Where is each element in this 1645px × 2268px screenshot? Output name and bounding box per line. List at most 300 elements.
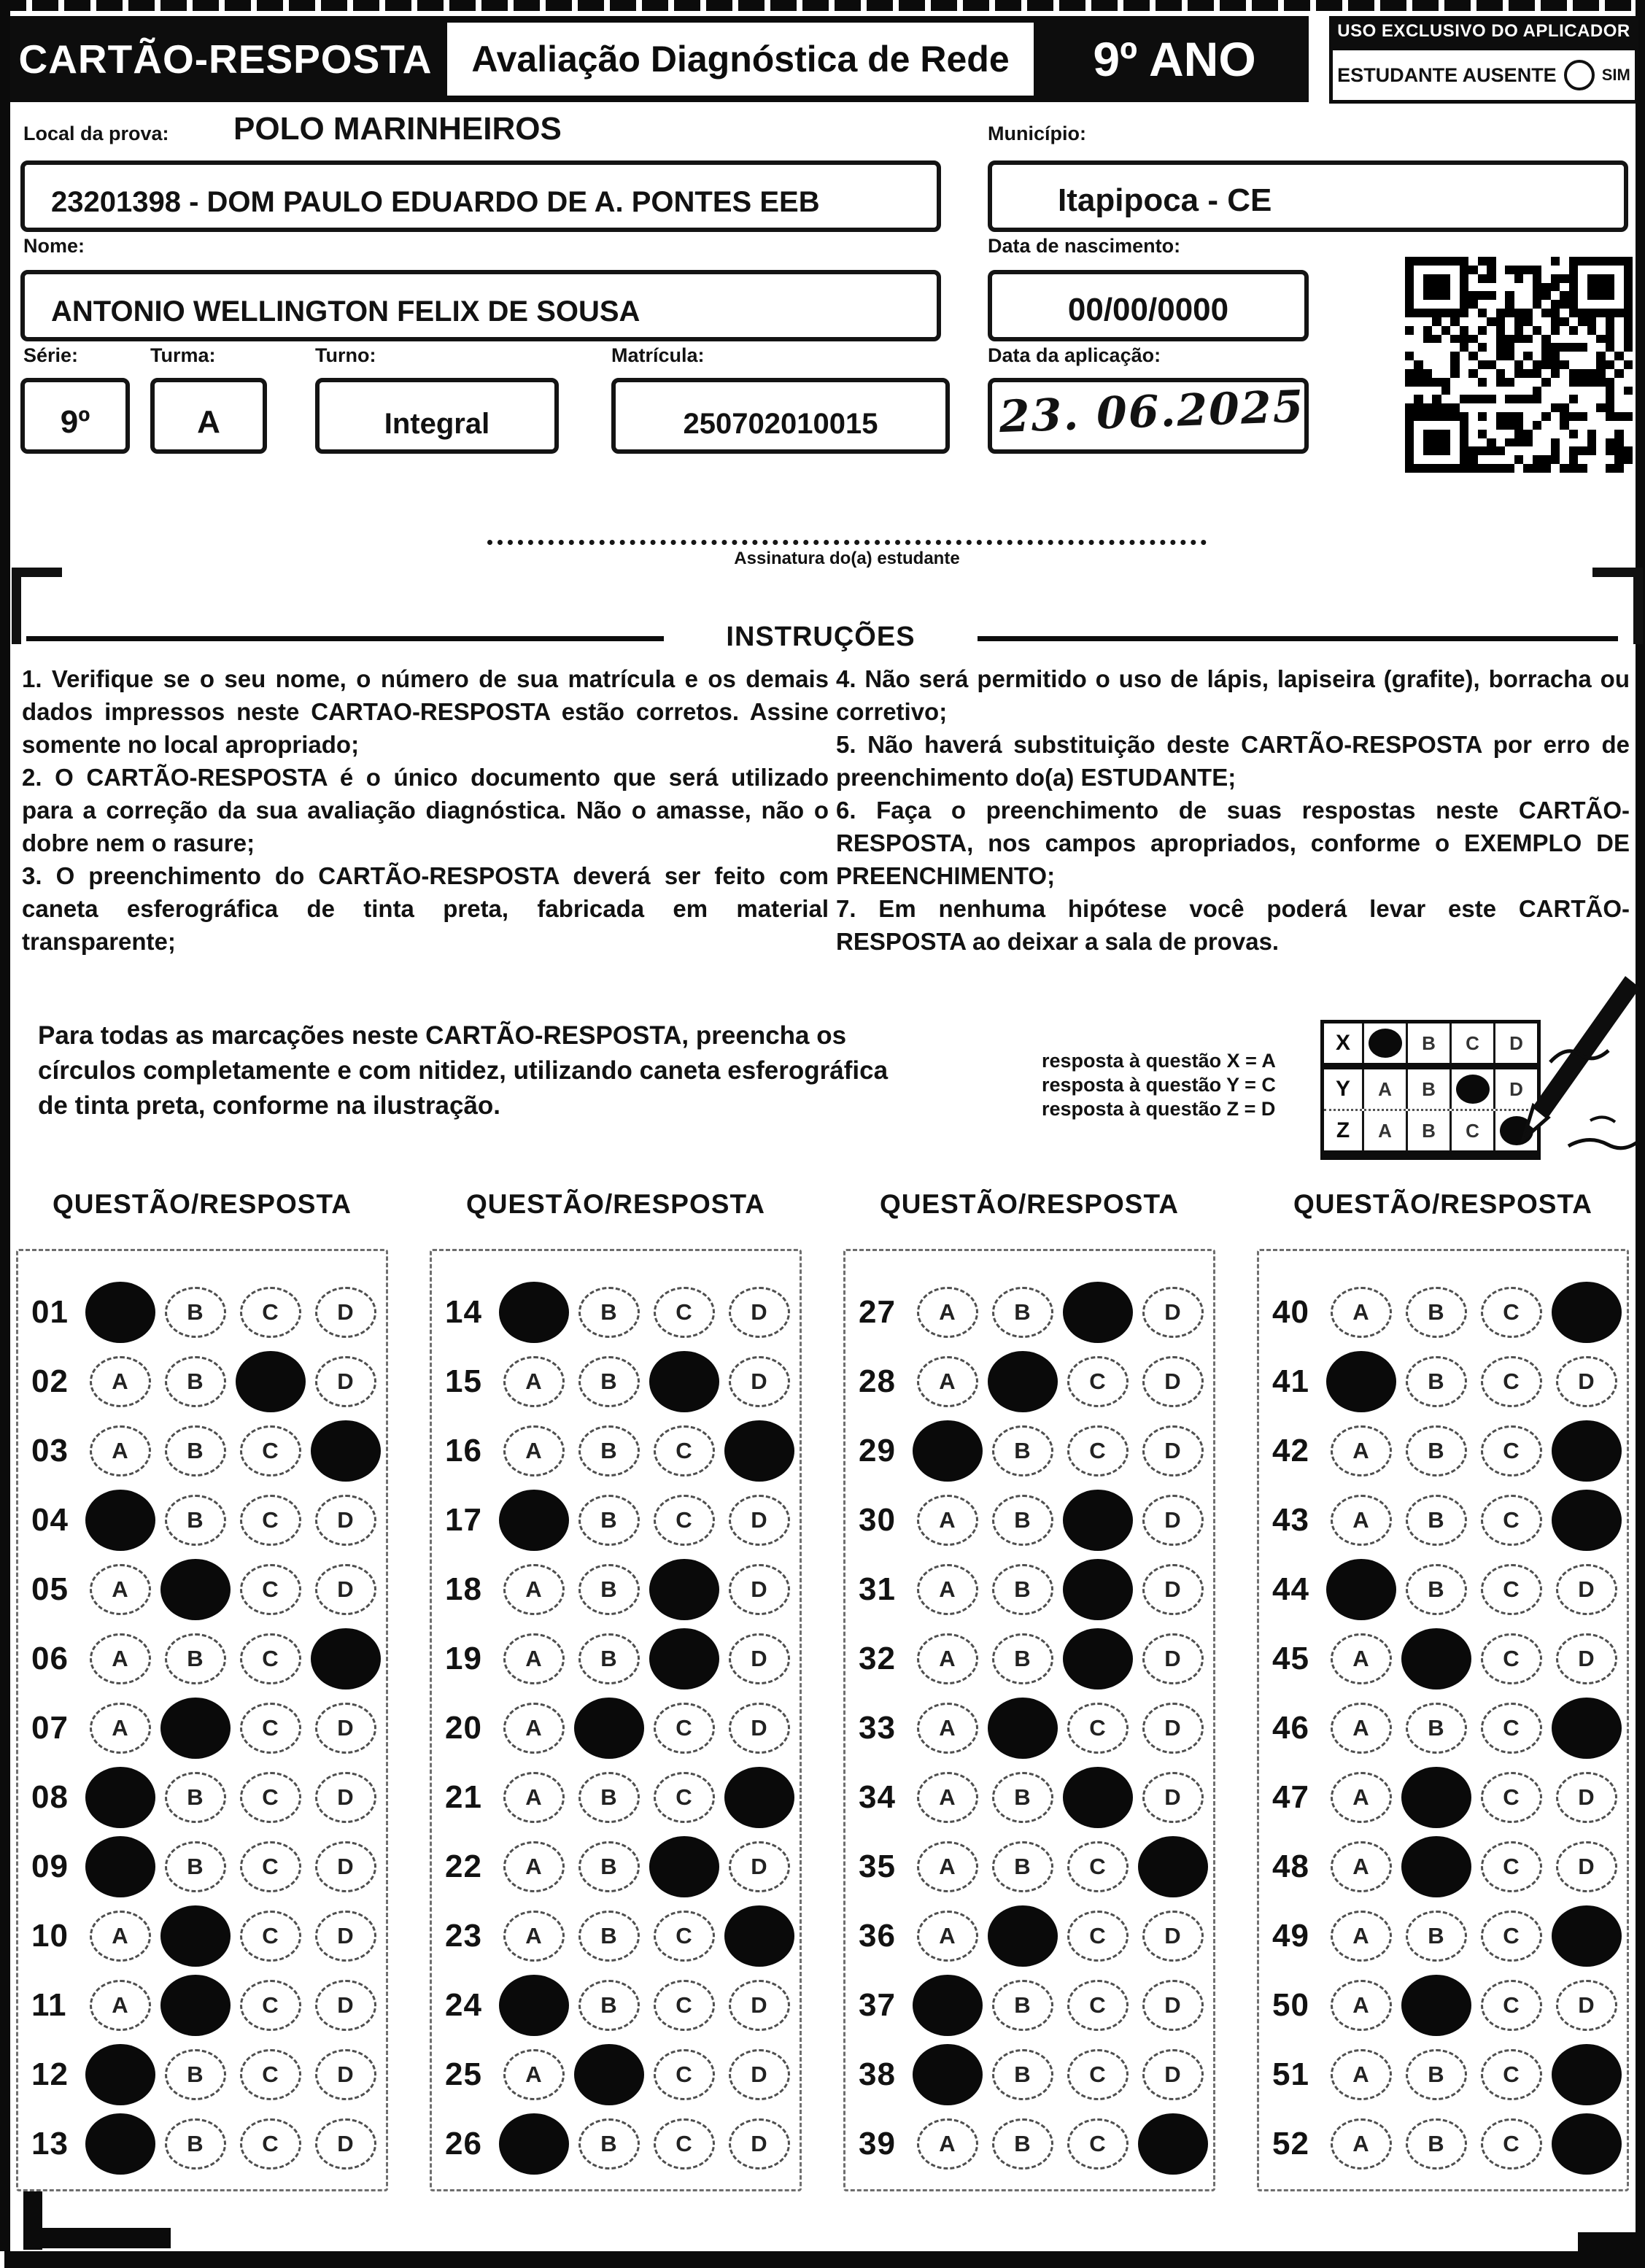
answer-bubble-25-B[interactable] <box>574 2044 644 2105</box>
answer-bubble-25-A[interactable]: A <box>503 2049 565 2100</box>
answer-bubble-43-D[interactable] <box>1552 1490 1622 1551</box>
answer-bubble-41-D[interactable]: D <box>1556 1356 1617 1407</box>
answer-bubble-49-D[interactable] <box>1552 1905 1622 1967</box>
qr-module <box>1523 395 1532 403</box>
answer-bubble-25-C[interactable]: C <box>654 2049 715 2100</box>
qr-module <box>1569 421 1578 430</box>
municipio-value: Itapipoca - CE <box>1058 182 1272 218</box>
answer-bubble-18-C[interactable] <box>649 1559 719 1620</box>
answer-bubble-20-A[interactable]: A <box>503 1703 565 1754</box>
answer-bubble-01-D[interactable]: D <box>315 1287 376 1338</box>
qr-module <box>1505 369 1514 378</box>
answer-bubble-07-C[interactable]: C <box>240 1703 301 1754</box>
qr-module <box>1468 257 1477 266</box>
answer-bubble-13-A[interactable] <box>85 2113 155 2175</box>
answer-bubble-27-C[interactable] <box>1063 1282 1133 1343</box>
answer-bubble-34-C[interactable] <box>1063 1767 1133 1828</box>
answer-bubble-45-C[interactable]: C <box>1481 1633 1542 1684</box>
answer-bubble-06-D[interactable] <box>311 1628 381 1690</box>
answer-bubble-28-C[interactable]: C <box>1067 1356 1129 1407</box>
answer-bubble-12-A[interactable] <box>85 2044 155 2105</box>
answer-bubble-50-D[interactable]: D <box>1556 1980 1617 2031</box>
answer-bubble-34-D[interactable]: D <box>1142 1772 1204 1823</box>
answer-bubble-41-C[interactable]: C <box>1481 1356 1542 1407</box>
answer-bubble-49-B[interactable]: B <box>1406 1911 1467 1962</box>
answer-bubble-25-D[interactable]: D <box>729 2049 790 2100</box>
answer-bubble-38-B[interactable]: B <box>992 2049 1053 2100</box>
answer-bubble-34-A[interactable]: A <box>917 1772 978 1823</box>
answer-bubble-33-A[interactable]: A <box>917 1703 978 1754</box>
answer-bubble-49-A[interactable]: A <box>1331 1911 1392 1962</box>
qr-module <box>1487 360 1495 369</box>
answer-bubble-28-D[interactable]: D <box>1142 1356 1204 1407</box>
answer-bubble-08-A[interactable] <box>85 1767 155 1828</box>
answer-bubble-09-B[interactable]: B <box>165 1841 226 1892</box>
question-number: 05 <box>31 1571 69 1607</box>
answer-bubble-50-B[interactable] <box>1401 1975 1471 2036</box>
answer-bubble-15-A[interactable]: A <box>503 1356 565 1407</box>
answer-bubble-18-A[interactable]: A <box>503 1564 565 1615</box>
qr-module <box>1405 446 1414 455</box>
answer-bubble-42-B[interactable]: B <box>1406 1425 1467 1476</box>
answer-bubble-21-C[interactable]: C <box>654 1772 715 1823</box>
qr-module <box>1468 352 1477 360</box>
answer-bubble-22-B[interactable]: B <box>578 1841 640 1892</box>
answer-bubble-23-B[interactable]: B <box>578 1911 640 1962</box>
answer-bubble-33-D[interactable]: D <box>1142 1703 1204 1754</box>
answer-bubble-29-D[interactable]: D <box>1142 1425 1204 1476</box>
qr-module <box>1624 378 1633 387</box>
signature-line[interactable] <box>487 540 1207 545</box>
answer-bubble-15-B[interactable]: B <box>578 1356 640 1407</box>
answer-bubble-32-C[interactable] <box>1063 1628 1133 1690</box>
answer-bubble-37-C[interactable]: C <box>1067 1980 1129 2031</box>
answer-bubble-41-A[interactable] <box>1326 1351 1396 1412</box>
answer-bubble-08-D[interactable]: D <box>315 1772 376 1823</box>
answer-bubble-20-B[interactable] <box>574 1698 644 1759</box>
answer-bubble-37-B[interactable]: B <box>992 1980 1053 2031</box>
answer-slot <box>233 1495 308 1546</box>
answer-bubble-05-C[interactable]: C <box>240 1564 301 1615</box>
answer-bubble-05-B[interactable] <box>160 1559 231 1620</box>
qr-module <box>1533 309 1541 317</box>
answer-bubble-13-D[interactable]: D <box>315 2118 376 2170</box>
answer-bubble-11-B[interactable] <box>160 1975 231 2036</box>
answer-bubble-01-A[interactable] <box>85 1282 155 1343</box>
answer-slot <box>82 1980 158 2031</box>
qr-module <box>1450 335 1459 344</box>
answer-bubble-48-A[interactable]: A <box>1331 1841 1392 1892</box>
answer-bubble-51-B[interactable]: B <box>1406 2049 1467 2100</box>
answer-bubble-37-D[interactable]: D <box>1142 1980 1204 2031</box>
answer-bubble-31-D[interactable]: D <box>1142 1564 1204 1615</box>
answer-bubble-03-B[interactable]: B <box>165 1425 226 1476</box>
question-row <box>1259 2109 1627 2178</box>
answer-bubble-13-C[interactable]: C <box>240 2118 301 2170</box>
qr-module <box>1541 455 1550 464</box>
answer-bubble-29-B[interactable]: B <box>992 1425 1053 1476</box>
answer-bubble-36-B[interactable] <box>988 1905 1058 1967</box>
answer-bubble-43-B[interactable]: B <box>1406 1495 1467 1546</box>
answer-bubble-04-D[interactable]: D <box>315 1495 376 1546</box>
answer-bubble-40-D[interactable] <box>1552 1282 1622 1343</box>
answer-bubble-24-D[interactable]: D <box>729 1980 790 2031</box>
answer-bubble-09-D[interactable]: D <box>315 1841 376 1892</box>
answer-bubble-23-D[interactable] <box>724 1905 794 1967</box>
qr-module <box>1614 455 1623 464</box>
qr-module <box>1523 446 1532 455</box>
question-number: 17 <box>445 1501 482 1538</box>
answer-bubble-26-C[interactable]: C <box>654 2118 715 2170</box>
answer-bubble-50-A[interactable]: A <box>1331 1980 1392 2031</box>
answer-bubble-47-C[interactable]: C <box>1481 1772 1542 1823</box>
answer-bubble-29-C[interactable]: C <box>1067 1425 1129 1476</box>
answer-bubble-39-C[interactable]: C <box>1067 2118 1129 2170</box>
answer-bubble-31-A[interactable]: A <box>917 1564 978 1615</box>
answer-bubble-42-A[interactable]: A <box>1331 1425 1392 1476</box>
answer-bubble-44-A[interactable] <box>1326 1559 1396 1620</box>
answer-bubble-03-C[interactable]: C <box>240 1425 301 1476</box>
answer-bubble-17-A[interactable] <box>499 1490 569 1551</box>
answer-bubble-44-C[interactable]: C <box>1481 1564 1542 1615</box>
qr-module <box>1487 309 1495 317</box>
answer-bubble-46-A[interactable]: A <box>1331 1703 1392 1754</box>
answer-bubble-27-B[interactable]: B <box>992 1287 1053 1338</box>
answer-slot <box>910 1564 985 1615</box>
qr-module <box>1551 403 1560 412</box>
answer-bubble-36-A[interactable]: A <box>917 1911 978 1962</box>
answer-bubble-19-C[interactable] <box>649 1628 719 1690</box>
answer-bubble-50-C[interactable]: C <box>1481 1980 1542 2031</box>
answer-bubble-11-A[interactable]: A <box>90 1980 151 2031</box>
qr-module <box>1432 464 1441 473</box>
answer-bubble-02-B[interactable]: B <box>165 1356 226 1407</box>
answer-bubble-28-B[interactable] <box>988 1351 1058 1412</box>
qr-module <box>1450 446 1459 455</box>
answer-bubble-27-D[interactable]: D <box>1142 1287 1204 1338</box>
answer-bubble-02-C[interactable] <box>236 1351 306 1412</box>
answer-bubble-21-D[interactable] <box>724 1767 794 1828</box>
answer-bubble-19-B[interactable]: B <box>578 1633 640 1684</box>
answer-bubble-22-A[interactable]: A <box>503 1841 565 1892</box>
answer-bubble-47-B[interactable] <box>1401 1767 1471 1828</box>
answer-bubble-02-A[interactable]: A <box>90 1356 151 1407</box>
answer-bubble-19-D[interactable]: D <box>729 1633 790 1684</box>
answer-bubble-38-C[interactable]: C <box>1067 2049 1129 2100</box>
answer-bubble-16-A[interactable]: A <box>503 1425 565 1476</box>
answer-bubble-30-A[interactable]: A <box>917 1495 978 1546</box>
answer-bubble-07-A[interactable]: A <box>90 1703 151 1754</box>
answer-bubble-31-C[interactable] <box>1063 1559 1133 1620</box>
answer-bubble-38-D[interactable]: D <box>1142 2049 1204 2100</box>
answer-bubble-36-C[interactable]: C <box>1067 1911 1129 1962</box>
answer-bubble-44-D[interactable]: D <box>1556 1564 1617 1615</box>
qr-module <box>1614 317 1623 326</box>
answer-bubble-34-B[interactable]: B <box>992 1772 1053 1823</box>
answer-bubble-23-A[interactable]: A <box>503 1911 565 1962</box>
answer-bubble-45-B[interactable] <box>1401 1628 1471 1690</box>
answer-bubble-36-D[interactable]: D <box>1142 1911 1204 1962</box>
answer-bubble-26-D[interactable]: D <box>729 2118 790 2170</box>
question-row <box>845 1901 1213 1970</box>
answer-block <box>1257 1249 1629 2191</box>
question-number: 43 <box>1272 1501 1309 1538</box>
qr-module <box>1533 421 1541 430</box>
qr-module <box>1569 257 1578 266</box>
answer-bubble-38-A[interactable] <box>913 2044 983 2105</box>
example-cell: A <box>1362 1069 1406 1109</box>
answer-bubble-48-B[interactable] <box>1401 1836 1471 1897</box>
answer-bubble-49-C[interactable]: C <box>1481 1911 1542 1962</box>
answer-bubble-15-D[interactable]: D <box>729 1356 790 1407</box>
answer-bubble-52-A[interactable]: A <box>1331 2118 1392 2170</box>
answer-bubble-17-B[interactable]: B <box>578 1495 640 1546</box>
answer-bubble-40-A[interactable]: A <box>1331 1287 1392 1338</box>
answer-bubble-43-C[interactable]: C <box>1481 1495 1542 1546</box>
answer-bubble-20-D[interactable]: D <box>729 1703 790 1754</box>
answer-bubble-44-B[interactable]: B <box>1406 1564 1467 1615</box>
qr-module <box>1514 369 1523 378</box>
answer-bubble-09-A[interactable] <box>85 1836 155 1897</box>
answer-bubble-11-C[interactable]: C <box>240 1980 301 2031</box>
answer-bubble-35-C[interactable]: C <box>1067 1841 1129 1892</box>
answer-bubble-23-C[interactable]: C <box>654 1911 715 1962</box>
answer-bubble-35-B[interactable]: B <box>992 1841 1053 1892</box>
qr-module <box>1450 343 1459 352</box>
answer-bubble-30-C[interactable] <box>1063 1490 1133 1551</box>
answer-slot <box>496 1841 571 1892</box>
answer-bubble-48-D[interactable]: D <box>1556 1841 1617 1892</box>
answer-bubble-16-D[interactable] <box>724 1420 794 1482</box>
qr-module <box>1423 395 1432 403</box>
answer-bubble-37-A[interactable] <box>913 1975 983 2036</box>
qr-module <box>1450 317 1459 326</box>
answer-bubble-06-A[interactable]: A <box>90 1633 151 1684</box>
qr-module <box>1460 403 1468 412</box>
answer-bubble-48-C[interactable]: C <box>1481 1841 1542 1892</box>
answer-bubble-46-C[interactable]: C <box>1481 1703 1542 1754</box>
answer-column <box>430 1189 802 2191</box>
answer-bubble-16-C[interactable]: C <box>654 1425 715 1476</box>
answer-bubble-11-D[interactable]: D <box>315 1980 376 2031</box>
qr-module <box>1606 430 1614 438</box>
answer-bubble-41-B[interactable]: B <box>1406 1356 1467 1407</box>
answer-bubble-26-B[interactable]: B <box>578 2118 640 2170</box>
qr-module <box>1496 266 1505 274</box>
qr-module <box>1441 352 1450 360</box>
answer-bubble-19-A[interactable]: A <box>503 1633 565 1684</box>
qr-module <box>1496 438 1505 447</box>
answer-bubble-40-C[interactable]: C <box>1481 1287 1542 1338</box>
qr-module <box>1596 387 1605 395</box>
answer-bubble-32-D[interactable]: D <box>1142 1633 1204 1684</box>
answer-bubble-03-D[interactable] <box>311 1420 381 1482</box>
answer-bubble-17-D[interactable]: D <box>729 1495 790 1546</box>
qr-module <box>1423 283 1432 292</box>
answer-bubble-33-B[interactable] <box>988 1698 1058 1759</box>
answer-bubble-52-B[interactable]: B <box>1406 2118 1467 2170</box>
answer-bubble-24-C[interactable]: C <box>654 1980 715 2031</box>
answer-bubble-45-D[interactable]: D <box>1556 1633 1617 1684</box>
example-cell: B <box>1406 1069 1449 1109</box>
answer-bubble-30-B[interactable]: B <box>992 1495 1053 1546</box>
answer-bubble-09-C[interactable]: C <box>240 1841 301 1892</box>
answer-bubble-46-D[interactable] <box>1552 1698 1622 1759</box>
answer-bubble-21-A[interactable]: A <box>503 1772 565 1823</box>
qr-module <box>1468 412 1477 421</box>
answer-slot <box>571 1772 646 1823</box>
answer-bubble-04-A[interactable] <box>85 1490 155 1551</box>
question-number: 24 <box>445 1986 482 2023</box>
answer-bubble-27-A[interactable]: A <box>917 1287 978 1338</box>
answer-bubble-21-B[interactable]: B <box>578 1772 640 1823</box>
qr-module <box>1606 403 1614 412</box>
answer-slot <box>1323 1287 1398 1338</box>
question-number: 29 <box>859 1432 896 1468</box>
answer-bubble-10-D[interactable]: D <box>315 1911 376 1962</box>
answer-bubble-17-C[interactable]: C <box>654 1495 715 1546</box>
answer-bubble-07-B[interactable] <box>160 1698 231 1759</box>
answer-bubble-30-D[interactable]: D <box>1142 1495 1204 1546</box>
answer-bubble-04-C[interactable]: C <box>240 1495 301 1546</box>
answer-bubble-15-C[interactable] <box>649 1351 719 1412</box>
qr-module <box>1606 455 1614 464</box>
qr-module <box>1478 352 1487 360</box>
instructions-left <box>22 662 829 958</box>
answer-bubble-47-A[interactable]: A <box>1331 1772 1392 1823</box>
qr-module <box>1569 455 1578 464</box>
absent-bubble[interactable] <box>1564 60 1595 90</box>
answer-bubble-08-C[interactable]: C <box>240 1772 301 1823</box>
answer-bubble-01-C[interactable]: C <box>240 1287 301 1338</box>
answer-bubble-52-C[interactable]: C <box>1481 2118 1542 2170</box>
question-number: 15 <box>445 1363 482 1399</box>
answer-bubble-02-D[interactable]: D <box>315 1356 376 1407</box>
answer-bubble-42-D[interactable] <box>1552 1420 1622 1482</box>
answer-bubble-51-C[interactable]: C <box>1481 2049 1542 2100</box>
answer-bubble-45-A[interactable]: A <box>1331 1633 1392 1684</box>
answer-bubble-40-B[interactable]: B <box>1406 1287 1467 1338</box>
qr-module <box>1624 335 1633 344</box>
answer-bubble-12-C[interactable]: C <box>240 2049 301 2100</box>
answer-bubble-32-B[interactable]: B <box>992 1633 1053 1684</box>
answer-bubble-05-A[interactable]: A <box>90 1564 151 1615</box>
instructions-rule-right <box>978 636 1618 641</box>
answer-slot <box>1135 1287 1210 1338</box>
answer-bubble-32-A[interactable]: A <box>917 1633 978 1684</box>
absent-option-label: SIM <box>1601 66 1630 84</box>
example-cell: B <box>1406 1111 1449 1150</box>
answer-bubble-39-B[interactable]: B <box>992 2118 1053 2170</box>
answer-bubble-10-A[interactable]: A <box>90 1911 151 1962</box>
answer-bubble-14-C[interactable]: C <box>654 1287 715 1338</box>
answer-block <box>16 1249 388 2191</box>
answer-slot <box>1474 2118 1549 2170</box>
answer-bubble-33-C[interactable]: C <box>1067 1703 1129 1754</box>
answer-bubble-22-D[interactable]: D <box>729 1841 790 1892</box>
qr-module <box>1423 335 1432 344</box>
answer-bubble-51-D[interactable] <box>1552 2044 1622 2105</box>
answer-bubble-20-C[interactable]: C <box>654 1703 715 1754</box>
answer-slot <box>721 1420 797 1482</box>
qr-module <box>1460 360 1468 369</box>
answer-bubble-16-B[interactable]: B <box>578 1425 640 1476</box>
answer-bubble-43-A[interactable]: A <box>1331 1495 1392 1546</box>
qr-module <box>1624 257 1633 266</box>
qr-module <box>1450 274 1459 283</box>
answer-bubble-47-D[interactable]: D <box>1556 1772 1617 1823</box>
qr-module <box>1624 395 1633 403</box>
qr-module <box>1414 291 1423 300</box>
answer-slot <box>571 1564 646 1615</box>
answer-bubble-08-B[interactable]: B <box>165 1772 226 1823</box>
answer-bubble-04-B[interactable]: B <box>165 1495 226 1546</box>
answer-bubble-26-A[interactable] <box>499 2113 569 2175</box>
qr-module <box>1496 412 1505 421</box>
answer-bubble-31-B[interactable]: B <box>992 1564 1053 1615</box>
answer-bubble-24-B[interactable]: B <box>578 1980 640 2031</box>
fill-note: Para todas as marcações neste CARTÃO-RESPOSTA, preencha os círculos completamente e com nitidez, utilizando caneta esferográfica de tinta preta, conforme na ilustração. <box>38 1021 889 1120</box>
qr-module <box>1587 352 1596 360</box>
answer-bubble-35-A[interactable]: A <box>917 1841 978 1892</box>
question-row <box>432 1901 800 1970</box>
answer-bubble-01-B[interactable]: B <box>165 1287 226 1338</box>
answer-bubble-46-B[interactable]: B <box>1406 1703 1467 1754</box>
qr-module <box>1578 430 1587 438</box>
qr-module <box>1432 446 1441 455</box>
answer-bubble-14-D[interactable]: D <box>729 1287 790 1338</box>
answer-bubble-39-A[interactable]: A <box>917 2118 978 2170</box>
answer-bubble-07-D[interactable]: D <box>315 1703 376 1754</box>
answer-bubble-22-C[interactable] <box>649 1836 719 1897</box>
answer-bubble-10-C[interactable]: C <box>240 1911 301 1962</box>
answer-bubble-51-A[interactable]: A <box>1331 2049 1392 2100</box>
answer-bubble-03-A[interactable]: A <box>90 1425 151 1476</box>
answer-bubble-18-D[interactable]: D <box>729 1564 790 1615</box>
question-row <box>1259 2040 1627 2109</box>
answer-bubble-12-B[interactable]: B <box>165 2049 226 2100</box>
qr-module <box>1432 266 1441 274</box>
answer-bubble-06-B[interactable]: B <box>165 1633 226 1684</box>
qr-module <box>1624 464 1633 473</box>
answer-slot <box>571 1356 646 1407</box>
answer-bubble-10-B[interactable] <box>160 1905 231 1967</box>
qr-module <box>1560 257 1568 266</box>
qr-module <box>1405 430 1414 438</box>
question-number: 18 <box>445 1571 482 1607</box>
answer-bubble-05-D[interactable]: D <box>315 1564 376 1615</box>
answer-bubble-18-B[interactable]: B <box>578 1564 640 1615</box>
qr-module <box>1523 266 1532 274</box>
qr-module <box>1414 378 1423 387</box>
answer-bubble-52-D[interactable] <box>1552 2113 1622 2175</box>
answer-bubble-13-B[interactable]: B <box>165 2118 226 2170</box>
answer-slot <box>910 1975 985 2036</box>
answer-bubble-24-A[interactable] <box>499 1975 569 2036</box>
answer-bubble-06-C[interactable]: C <box>240 1633 301 1684</box>
qr-module <box>1478 317 1487 326</box>
answer-bubble-42-C[interactable]: C <box>1481 1425 1542 1476</box>
answer-bubble-39-D[interactable] <box>1138 2113 1208 2175</box>
answer-bubble-12-D[interactable]: D <box>315 2049 376 2100</box>
answer-bubble-14-B[interactable]: B <box>578 1287 640 1338</box>
answer-bubble-28-A[interactable]: A <box>917 1356 978 1407</box>
answer-bubble-35-D[interactable] <box>1138 1836 1208 1897</box>
qr-module <box>1569 317 1578 326</box>
answer-bubble-14-A[interactable] <box>499 1282 569 1343</box>
qr-module <box>1441 343 1450 352</box>
answer-bubble-29-A[interactable] <box>913 1420 983 1482</box>
